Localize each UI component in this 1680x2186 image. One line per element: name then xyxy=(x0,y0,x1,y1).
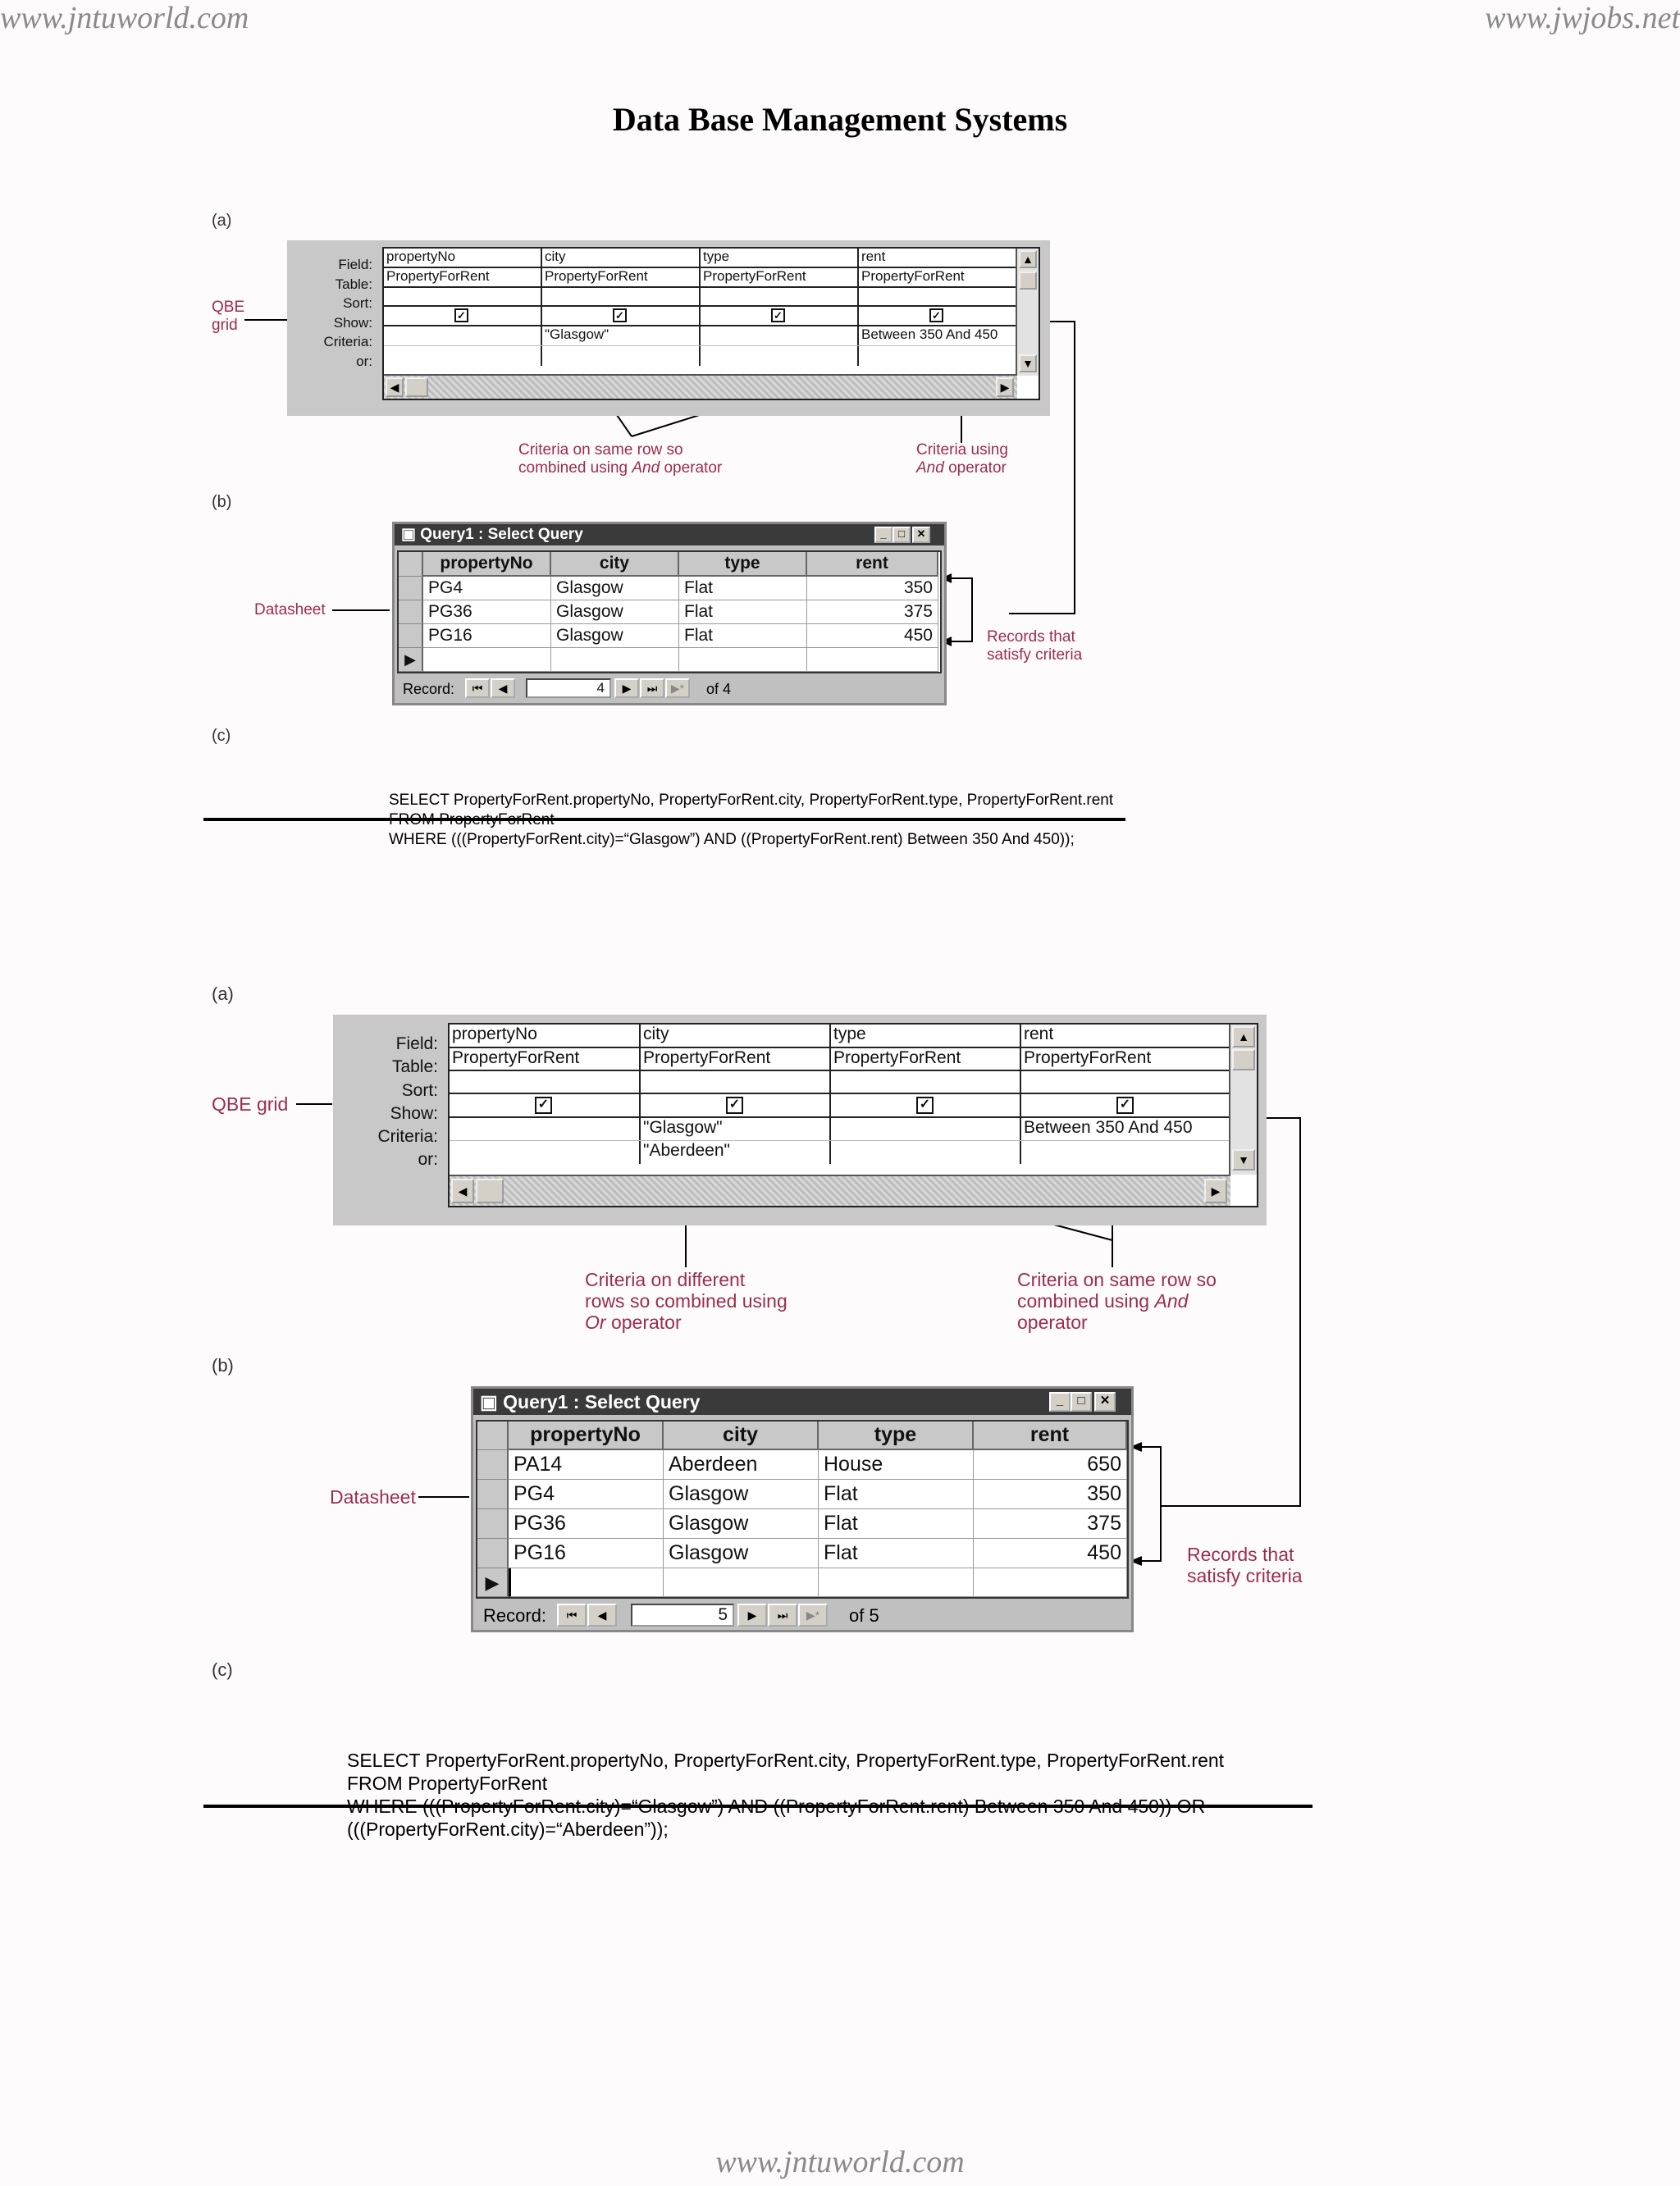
field-cell[interactable]: city xyxy=(641,1025,831,1047)
close-button[interactable]: ✕ xyxy=(912,527,930,543)
datasheet-grid[interactable] xyxy=(397,550,942,673)
table-cell[interactable]: Flat xyxy=(679,577,807,600)
table-cell[interactable]: Glasgow xyxy=(664,1480,819,1509)
show-checkbox[interactable]: ✓ xyxy=(1116,1097,1134,1114)
or-cell[interactable] xyxy=(1021,1141,1230,1164)
criteria-row xyxy=(450,1118,1257,1141)
criteria-cell[interactable] xyxy=(384,326,542,345)
last-record-icon[interactable]: ⏭ xyxy=(768,1604,797,1627)
records-bracket xyxy=(1132,1447,1161,1561)
column-header[interactable]: rent xyxy=(974,1422,1127,1450)
record-count: of 4 xyxy=(706,681,732,697)
show-checkbox[interactable]: ✓ xyxy=(726,1097,743,1114)
show-checkbox[interactable]: ✓ xyxy=(613,308,627,322)
table-cell[interactable]: 450 xyxy=(974,1539,1127,1568)
scroll-right-icon[interactable]: ▶ xyxy=(1204,1179,1227,1203)
vertical-scrollbar[interactable] xyxy=(1229,1025,1257,1175)
table-row xyxy=(384,268,1039,288)
field-cell[interactable]: type xyxy=(701,249,859,267)
show-checkbox[interactable]: ✓ xyxy=(535,1097,552,1114)
table-cell[interactable]: Aberdeen xyxy=(664,1450,819,1480)
column-header[interactable]: city xyxy=(551,552,679,577)
qbe-grid[interactable] xyxy=(382,247,1040,400)
show-row xyxy=(384,307,1039,326)
table-cell[interactable]: PropertyForRent xyxy=(1021,1048,1230,1070)
table-cell[interactable]: Glasgow xyxy=(551,624,679,648)
column-header[interactable]: rent xyxy=(807,552,938,577)
horizontal-scrollbar[interactable] xyxy=(384,374,1017,399)
table-cell[interactable]: PG36 xyxy=(423,600,551,624)
header-left-link[interactable]: www.jntuworld.com xyxy=(0,1,249,35)
table-cell[interactable]: PropertyForRent xyxy=(641,1048,831,1070)
panel-c-tag: (c) xyxy=(212,727,231,745)
window-title: Query1 : Select Query xyxy=(420,526,583,543)
qbe-row-labels: Field: Table: Sort: Show: Criteria: or: xyxy=(323,257,372,369)
or-cell[interactable] xyxy=(384,346,542,366)
previous-record-icon[interactable]: ◀ xyxy=(587,1604,617,1627)
criteria-cell[interactable] xyxy=(831,1118,1021,1140)
select-query-window[interactable] xyxy=(471,1386,1134,1632)
table-cell[interactable]: PA14 xyxy=(509,1450,664,1480)
record-number-field[interactable]: 4 xyxy=(526,678,611,698)
window-titlebar[interactable] xyxy=(473,1389,1131,1415)
criteria-cell[interactable]: Between 350 And 450 xyxy=(1021,1118,1230,1140)
window-icon: ▣ xyxy=(401,526,416,543)
field-cell[interactable]: rent xyxy=(1021,1025,1230,1047)
page-title: Data Base Management Systems xyxy=(612,101,1068,138)
sort-cell[interactable] xyxy=(542,288,701,305)
table-cell[interactable]: PropertyForRent xyxy=(450,1048,641,1070)
show-checkbox[interactable]: ✓ xyxy=(771,308,785,322)
select-query-window[interactable] xyxy=(392,522,947,705)
last-record-icon[interactable]: ⏭ xyxy=(640,678,664,698)
first-record-icon[interactable]: ⏮ xyxy=(465,678,490,698)
or-cell[interactable] xyxy=(701,346,859,366)
table-cell[interactable]: PropertyForRent xyxy=(859,268,1017,286)
new-record-cell[interactable] xyxy=(423,648,551,672)
first-record-icon[interactable]: ⏮ xyxy=(557,1604,587,1627)
panel-a-tag: (a) xyxy=(212,212,232,230)
current-record-arrow-icon[interactable]: ▶ xyxy=(477,1568,509,1597)
maximize-button[interactable]: □ xyxy=(892,527,911,543)
or-cell[interactable]: "Aberdeen" xyxy=(641,1141,831,1164)
row-selector[interactable] xyxy=(477,1509,509,1539)
table-cell[interactable]: PropertyForRent xyxy=(542,268,701,286)
note-different-rows: Criteria on different rows so combined using Or operator xyxy=(585,1269,788,1333)
table-cell[interactable]: PG4 xyxy=(423,577,551,600)
sort-cell[interactable] xyxy=(859,288,1017,305)
sql-statement: SELECT PropertyForRent.propertyNo, PropertyForRent.city, PropertyForRent.type, PropertyForRent.rent FROM PropertyForRent WHERE (((PropertyForRent.city)=“Glasgow”) AND ((PropertyForRent.rent) Between 350 And 450)); xyxy=(389,792,1114,848)
scroll-thumb[interactable] xyxy=(1232,1049,1255,1070)
new-record-cell[interactable] xyxy=(679,648,807,672)
scroll-left-icon[interactable]: ◀ xyxy=(386,377,404,397)
table-cell[interactable]: Flat xyxy=(819,1480,974,1509)
scroll-left-icon[interactable]: ◀ xyxy=(451,1179,474,1203)
new-record-icon[interactable]: ▶* xyxy=(798,1604,828,1627)
new-record-icon[interactable]: ▶* xyxy=(665,678,690,698)
scroll-thumb[interactable] xyxy=(405,377,428,397)
datasheet-grid[interactable] xyxy=(476,1420,1129,1599)
column-header[interactable]: type xyxy=(819,1422,974,1450)
sort-cell[interactable] xyxy=(1021,1071,1230,1093)
table-cell[interactable]: Flat xyxy=(679,624,807,648)
new-record-cell[interactable] xyxy=(807,648,938,672)
horizontal-scrollbar[interactable] xyxy=(450,1175,1230,1206)
qbe-row-labels: Field: Table: Sort: Show: Criteria: or: xyxy=(377,1034,438,1170)
scroll-thumb[interactable] xyxy=(1019,272,1037,290)
field-cell[interactable]: rent xyxy=(859,249,1017,267)
select-all-corner[interactable] xyxy=(477,1422,509,1450)
records-note: Records that satisfy criteria xyxy=(1187,1544,1303,1586)
table-cell[interactable]: Flat xyxy=(819,1509,974,1539)
column-header[interactable]: propertyNo xyxy=(423,552,551,577)
table-cell[interactable]: PropertyForRent xyxy=(384,268,542,286)
next-record-icon[interactable]: ▶ xyxy=(614,678,639,698)
vertical-scrollbar[interactable] xyxy=(1016,249,1039,376)
record-label: Record: xyxy=(403,681,455,697)
window-icon: ▣ xyxy=(480,1391,498,1412)
record-label: Record: xyxy=(483,1605,547,1626)
sort-cell[interactable] xyxy=(450,1071,641,1093)
new-record-cell[interactable] xyxy=(664,1568,819,1597)
or-cell[interactable] xyxy=(831,1141,1021,1164)
field-cell[interactable]: propertyNo xyxy=(384,249,542,267)
sort-cell[interactable] xyxy=(831,1071,1021,1093)
table-cell[interactable]: PropertyForRent xyxy=(701,268,859,286)
show-checkbox[interactable]: ✓ xyxy=(454,308,468,322)
sort-cell[interactable] xyxy=(384,288,542,305)
table-cell[interactable]: House xyxy=(819,1450,974,1480)
panel-b-tag: (b) xyxy=(212,493,232,511)
next-record-icon[interactable]: ▶ xyxy=(737,1604,767,1627)
qbe-panel xyxy=(287,240,1050,416)
row-selector[interactable] xyxy=(399,577,423,600)
panel-b-tag: (b) xyxy=(212,1355,234,1376)
table-cell[interactable]: PropertyForRent xyxy=(831,1048,1021,1070)
table-cell[interactable]: PG16 xyxy=(423,624,551,648)
minimize-button[interactable]: _ xyxy=(1049,1392,1071,1412)
qbe-grid[interactable] xyxy=(448,1023,1258,1207)
show-checkbox[interactable]: ✓ xyxy=(929,308,943,322)
window-titlebar[interactable] xyxy=(395,524,944,545)
table-cell[interactable]: Glasgow xyxy=(551,600,679,624)
or-cell[interactable] xyxy=(859,346,1017,366)
new-record-cell[interactable] xyxy=(819,1568,974,1597)
table-cell[interactable]: 450 xyxy=(807,624,938,648)
panel-a-tag: (a) xyxy=(212,983,234,1004)
criteria-cell[interactable]: "Glasgow" xyxy=(641,1118,831,1140)
criteria-cell[interactable]: "Glasgow" xyxy=(542,326,701,345)
or-cell[interactable] xyxy=(450,1141,641,1164)
sql-statement: SELECT PropertyForRent.propertyNo, PropertyForRent.city, PropertyForRent.type, PropertyForRent.rent FROM PropertyForRent WHERE (((PropertyForRent.city)=“Glasgow”) AND ((PropertyForRent.rent) Between 350 And 450)) OR (((PropertyForRent.city)=“Aberdeen”)); xyxy=(347,1750,1225,1840)
or-row xyxy=(450,1141,1257,1164)
scroll-right-icon[interactable]: ▶ xyxy=(996,377,1014,397)
table-cell[interactable]: 350 xyxy=(974,1480,1127,1509)
scroll-thumb[interactable] xyxy=(476,1179,504,1203)
table-cell[interactable]: Glasgow xyxy=(551,577,679,600)
minimize-button[interactable]: _ xyxy=(874,527,892,543)
record-count: of 5 xyxy=(849,1605,879,1626)
table-cell[interactable]: Flat xyxy=(679,600,807,624)
scroll-down-icon[interactable]: ▼ xyxy=(1232,1149,1255,1171)
sort-row xyxy=(384,288,1039,307)
table-cell[interactable]: PG4 xyxy=(509,1480,664,1509)
new-record-cell[interactable] xyxy=(974,1568,1127,1597)
table-cell[interactable]: PG36 xyxy=(509,1509,664,1539)
field-row xyxy=(384,249,1039,268)
row-selector[interactable] xyxy=(399,624,423,648)
row-selector[interactable] xyxy=(477,1480,509,1509)
table-cell[interactable]: 375 xyxy=(974,1509,1127,1539)
or-cell[interactable] xyxy=(542,346,701,366)
qbe-panel xyxy=(333,1015,1267,1225)
field-cell[interactable]: city xyxy=(542,249,701,267)
column-header[interactable]: city xyxy=(664,1422,819,1450)
table-row xyxy=(450,1048,1257,1071)
panel-c-tag: (c) xyxy=(212,1659,233,1680)
column-header[interactable]: propertyNo xyxy=(509,1422,664,1450)
field-cell[interactable]: type xyxy=(831,1025,1021,1047)
or-row xyxy=(384,346,1039,366)
row-selector[interactable] xyxy=(399,600,423,624)
column-header[interactable]: type xyxy=(679,552,807,577)
qbe-grid-label: QBE grid xyxy=(212,1093,289,1115)
criteria-cell[interactable] xyxy=(450,1118,641,1140)
sort-cell[interactable] xyxy=(701,288,859,305)
row-selector[interactable] xyxy=(477,1450,509,1480)
note-and-operator: Criteria using And operator xyxy=(916,441,1008,477)
criteria-cell[interactable]: Between 350 And 450 xyxy=(859,326,1017,345)
maximize-button[interactable]: □ xyxy=(1071,1392,1092,1412)
field-cell[interactable]: propertyNo xyxy=(450,1025,641,1047)
header-right-link[interactable]: www.jwjobs.net xyxy=(1485,1,1680,35)
table-cell[interactable]: 650 xyxy=(974,1450,1127,1480)
current-record-arrow-icon[interactable]: ▶ xyxy=(399,648,423,672)
records-bracket xyxy=(943,578,972,641)
table-cell[interactable]: Flat xyxy=(819,1539,974,1568)
records-note: Records that satisfy criteria xyxy=(987,628,1083,664)
new-record-cell[interactable] xyxy=(509,1568,664,1597)
sort-row xyxy=(450,1071,1257,1094)
scroll-up-icon[interactable]: ▲ xyxy=(1232,1026,1255,1047)
note-same-row: Criteria on same row so combined using And operator xyxy=(1017,1269,1217,1333)
table-cell[interactable]: Glasgow xyxy=(664,1509,819,1539)
previous-record-icon[interactable]: ◀ xyxy=(491,678,515,698)
note-same-row: Criteria on same row so combined using And operator xyxy=(518,441,723,477)
new-record-cell[interactable] xyxy=(551,648,679,672)
scroll-up-icon[interactable]: ▲ xyxy=(1019,250,1037,268)
scroll-down-icon[interactable]: ▼ xyxy=(1019,354,1037,372)
show-checkbox[interactable]: ✓ xyxy=(916,1097,934,1114)
record-number-field[interactable]: 5 xyxy=(631,1604,734,1627)
sort-cell[interactable] xyxy=(641,1071,831,1093)
criteria-row xyxy=(384,326,1039,346)
select-all-corner[interactable] xyxy=(399,552,423,577)
close-button[interactable]: ✕ xyxy=(1094,1392,1116,1412)
row-selector[interactable] xyxy=(477,1539,509,1568)
datasheet-label: Datasheet xyxy=(254,601,326,618)
show-row xyxy=(450,1094,1257,1118)
criteria-cell[interactable] xyxy=(701,326,859,345)
table-cell[interactable]: PG16 xyxy=(509,1539,664,1568)
table-cell[interactable]: 375 xyxy=(807,600,938,624)
table-cell[interactable]: 350 xyxy=(807,577,938,600)
table-cell[interactable]: Glasgow xyxy=(664,1539,819,1568)
window-title: Query1 : Select Query xyxy=(503,1391,701,1412)
qbe-grid-label: QBE grid xyxy=(212,299,245,334)
field-row xyxy=(450,1025,1257,1048)
datasheet-label: Datasheet xyxy=(330,1486,416,1508)
footer-link[interactable]: www.jntuworld.com xyxy=(715,2145,965,2179)
